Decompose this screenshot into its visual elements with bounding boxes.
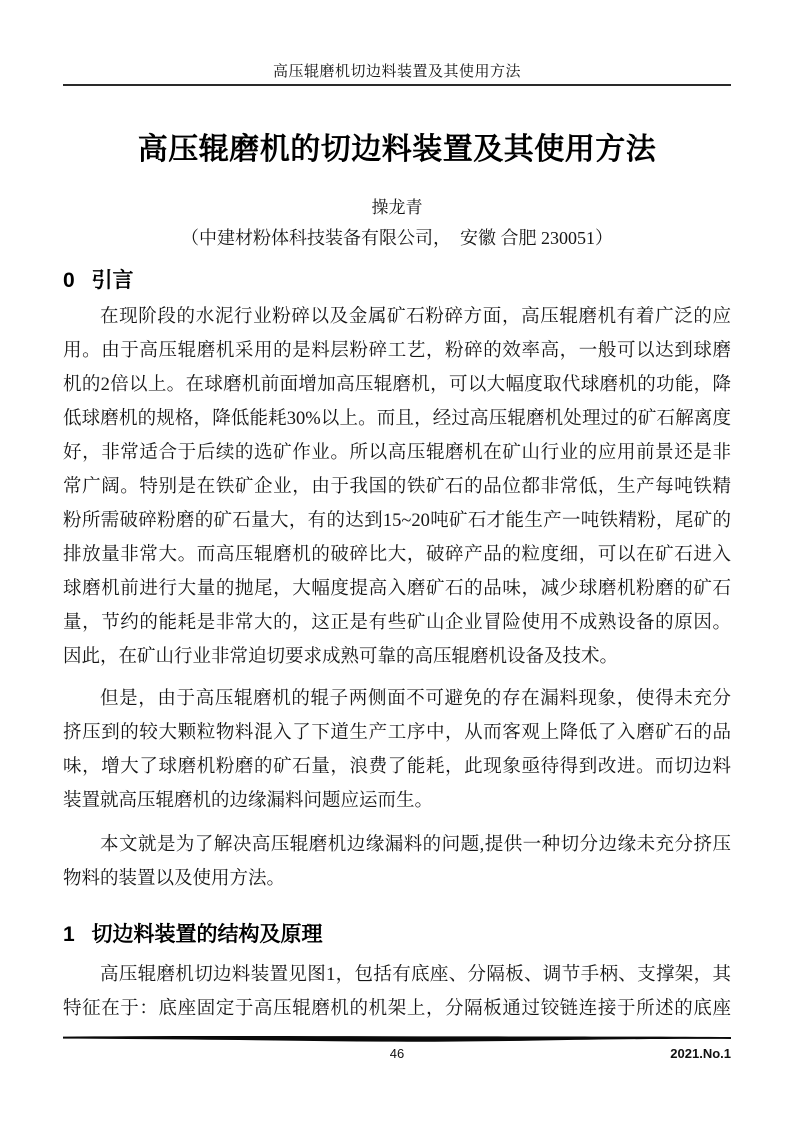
paragraph-intro-1 xyxy=(63,300,731,674)
section-title: 引言 xyxy=(91,269,134,292)
text-line: 低球磨机的规格，降低能耗30%以上。而且，经过高压辊磨机处理过的矿石解离度 xyxy=(63,409,731,429)
footer-rule xyxy=(63,1034,731,1043)
text-line: 球磨机前进行大量的抛尾，大幅度提高入磨矿石的品味，减少球磨机粉磨的矿石 xyxy=(63,579,731,599)
page-header xyxy=(63,0,731,86)
journal-issue: 2021.No.1 xyxy=(670,1046,731,1061)
text-line: 特征在于：底座固定于高压辊磨机的机架上，分隔板通过铰链连接于所述的底座 xyxy=(63,999,731,1019)
text-line: 高压辊磨机切边料装置见图1，包括有底座、分隔板、调节手柄、支撑架，其 xyxy=(100,965,731,985)
text-line: 但是，由于高压辊磨机的辊子两侧面不可避免的存在漏料现象，使得未充分 xyxy=(100,689,731,709)
paragraph-structure-1 xyxy=(63,958,731,1026)
section-number: 1 xyxy=(63,923,75,946)
running-title: 高压辊磨机切边料装置及其使用方法 xyxy=(272,64,521,80)
paragraph-intro-3 xyxy=(63,828,731,896)
text-line: 装置就高压辊磨机的边缘漏料问题应运而生。 xyxy=(63,791,434,811)
text-line: 因此，在矿山行业非常迫切要求成熟可靠的高压辊磨机设备及技术。 xyxy=(63,647,619,667)
content-column xyxy=(63,0,731,1026)
page-number: 46 xyxy=(389,1046,405,1061)
text-line: 挤压到的较大颗粒物料混入了下道生产工序中，从而客观上降低了入磨矿石的品 xyxy=(63,723,731,743)
text-line: 本文就是为了解决高压辊磨机边缘漏料的问题,提供一种切分边缘未充分挤压 xyxy=(100,835,731,855)
section-number: 0 xyxy=(63,269,75,292)
footer-row xyxy=(63,1045,731,1063)
section-heading-intro xyxy=(63,266,731,296)
text-line: 味，增大了球磨机粉磨的矿石量，浪费了能耗，此现象亟待得到改进。而切边料 xyxy=(63,757,731,777)
text-line: 在现阶段的水泥行业粉碎以及金属矿石粉碎方面，高压辊磨机有着广泛的应 xyxy=(100,307,731,327)
text-line: 机的2倍以上。在球磨机前面增加高压辊磨机，可以大幅度取代球磨机的功能，降 xyxy=(63,375,731,395)
section-title: 切边料装置的结构及原理 xyxy=(91,923,323,946)
author-name: 操龙青 xyxy=(371,198,423,217)
page-footer xyxy=(63,1034,731,1063)
text-line: 排放量非常大。而高压辊磨机的破碎比大，破碎产品的粒度细，可以在矿石进入 xyxy=(63,545,731,565)
text-line: 用。由于高压辊磨机采用的是料层粉碎工艺，粉碎的效率高，一般可以达到球磨 xyxy=(63,341,731,361)
paragraph-intro-2 xyxy=(63,682,731,818)
text-line: 常广阔。特别是在铁矿企业，由于我国的铁矿石的品位都非常低，生产每吨铁精 xyxy=(63,477,731,497)
section-heading-structure xyxy=(63,918,731,952)
text-line: 粉所需破碎粉磨的矿石量大，有的达到15~20吨矿石才能生产一吨铁精粉，尾矿的 xyxy=(63,511,731,531)
text-line: 量，节约的能耗是非常大的，这正是有些矿山企业冒险使用不成熟设备的原因。 xyxy=(63,613,731,633)
text-line: 好，非常适合于后续的选矿作业。所以高压辊磨机在矿山行业的应用前景还是非 xyxy=(63,443,731,463)
article-title: 高压辊磨机的切边料装置及其使用方法 xyxy=(137,133,657,166)
author-affiliation: （中建材粉体科技装备有限公司， 安徽 合肥 230051） xyxy=(181,228,613,248)
text-line: 物料的装置以及使用方法。 xyxy=(63,869,286,889)
